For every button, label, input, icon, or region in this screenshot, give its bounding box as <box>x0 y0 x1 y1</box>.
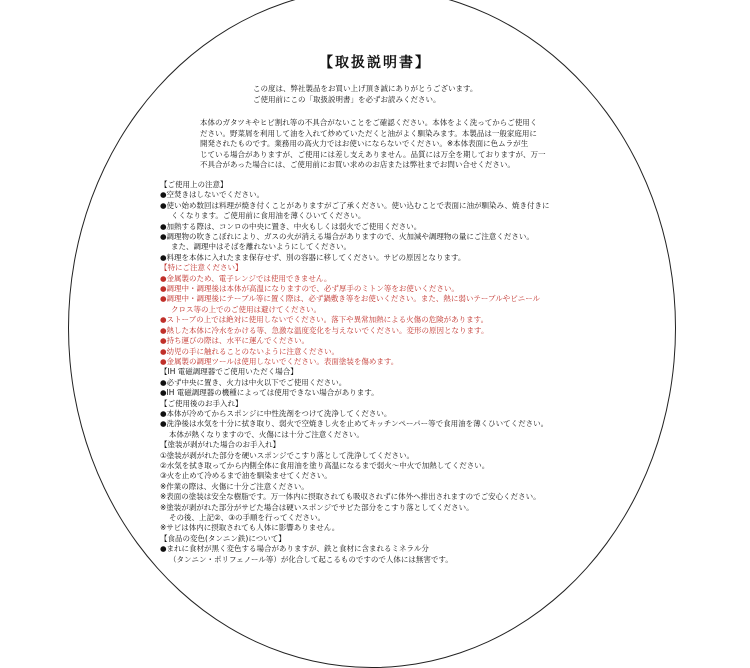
intro-line: じている場合がありますが、ご使用には差し支えありません。品質には万全を期しておりますが、万一 <box>200 149 546 159</box>
note-line: ●料理を本体に入れたまま保存せず、別の容器に移してください。サビの原因となります。 <box>160 252 466 262</box>
note-line: （タンニン・ポリフェノール等）が化合して起こるものですので人体には無害です。 <box>169 554 453 564</box>
note-line: ●調理中・調理後にテーブル等に置く際は、必ず鍋敷き等をお使いください。また、熱に弱いテーブルやビニール <box>160 294 541 304</box>
note-line: ※作業の際は、火傷に十分ご注意ください。 <box>160 481 309 491</box>
note-line: ●使い始め数回は料理が焼き付くことがありますがご了承ください。使い込むことで表面に油が馴染み、焼き付きに <box>160 200 550 210</box>
note-line: ●ストーブの上では絶対に使用しないでください。落下や異常加熱による火傷の危険があります。 <box>160 315 489 325</box>
intro-line: ださい。野菜屑を利用して油を入れて炒めていただくと油がよく馴染みます。本製品は一般家庭用に <box>200 128 537 138</box>
note-line: ●幼児の手に触れることのないように注意ください。 <box>160 346 340 356</box>
note-line: ●調理物の吹きこぼれにより、ガスの火が消える場合がありますので、火加減や調理物の量にご注意ください。 <box>160 232 534 242</box>
greeting-line: ご使用前にこの「取扱説明書」を必ずお読みください。 <box>253 95 441 104</box>
note-line: ※塗装が剥がれた部分がサビた場合は硬いスポンジでサビた部分をこすり落としてください。 <box>160 502 474 512</box>
note-line: ②水気を拭き取ってから内側全体に食用油を塗り高温になるまで弱火〜中火で加熱してください。 <box>160 460 490 470</box>
note-line: また、調理中はそばを離れないようにしてください。 <box>171 242 351 252</box>
intro-line: 不具合があった場合には、ご使用前にお買い求めのお店または弊社までお問い合せください。 <box>200 160 515 170</box>
note-line: ●必ず中央に置き、火力は中火以下でご使用ください。 <box>160 377 347 387</box>
note-line: 【特にご注意ください】 <box>160 263 243 273</box>
note-line: ●金属製の調理ツールは使用しないでください。表面塗装を傷めます。 <box>160 356 399 366</box>
note-line: くくなります。ご使用前に食用油を薄くひいてください。 <box>171 211 366 221</box>
note-line: ●まれに食材が黒く変色する場合がありますが、鉄と食材に含まれるミネラル分 <box>160 544 429 554</box>
note-line: 【食品の変色(タンニン鉄)について】 <box>160 533 286 543</box>
note-line: 【塗装が剥がれた場合のお手入れ】 <box>160 440 280 450</box>
note-line: ●本体が冷めてからスポンジに中性洗剤をつけて洗浄してください。 <box>160 408 392 418</box>
usage-notes <box>160 180 600 565</box>
note-line: ●加熱する際は、コンロの中央に置き、中火もしくは弱火でご使用ください。 <box>160 221 422 231</box>
intro-paragraph <box>200 118 578 171</box>
note-line: ●調理中・調理後は本体が高温になりますので、必ず厚手のミトン等をお使いください。 <box>160 284 459 294</box>
note-line: ●熱した本体に冷水をかける等、急激な温度変化を与えないでください。変形の原因となります。 <box>160 325 489 335</box>
note-line: ●IH 電磁調理器の機種によっては使用できない場合があります。 <box>160 388 379 398</box>
intro-line: 本体のガタツキやヒビ割れ等の不具合がないことをご確認ください。本体をよく洗ってからご使用く <box>200 118 538 127</box>
note-line: 【ご使用後のお手入れ】 <box>160 398 243 408</box>
note-line: ●金属製のため、電子レンジでは使用できません。 <box>160 273 332 283</box>
intro-line: 開発されたものです。業務用の高火力ではお使いにならないでください。※本体表面に色ムラが生 <box>200 139 529 149</box>
note-line: ①塗装が剥がれた部分を硬いスポンジでこすり落として洗浄してください。 <box>160 450 415 460</box>
note-line: ※サビは体内に摂取されても人体に影響ありません。 <box>160 523 340 533</box>
note-line: ●洗浄後は水気を十分に拭き取り、弱火で空焼きし火を止めてキッチンペーパー等で食用油を薄くひいてください。 <box>160 419 549 429</box>
note-line: 【IH 電磁調理器でご使用いただく場合】 <box>160 367 298 377</box>
note-line: その後、上記②、③の手順を行ってください。 <box>169 513 325 522</box>
note-line: ③火を止めて冷めるまで油を馴染ませてください。 <box>160 471 332 481</box>
page-title: 【取扱説明書】 <box>319 55 431 71</box>
note-line: クロス等の上でのご使用は避けてください。 <box>171 304 321 314</box>
note-line: 【ご使用上の注意】 <box>160 180 228 189</box>
greeting-text <box>253 83 477 105</box>
note-line: 本体が熱くなりますので、火傷には十分ご注意ください。 <box>169 429 364 439</box>
note-line: ●持ち運びの際は、水平に運んでください。 <box>160 336 310 346</box>
note-line: ※表面の塗装は安全な樹脂です。万一体内に摂取されても吸収されずに体外へ排出されますのでご安心ください。 <box>160 492 541 502</box>
greeting-line: この度は、弊社製品をお買い上げ頂き誠にありがとうございます。 <box>253 84 478 93</box>
note-line: ●空焚きはしないでください。 <box>160 190 265 200</box>
